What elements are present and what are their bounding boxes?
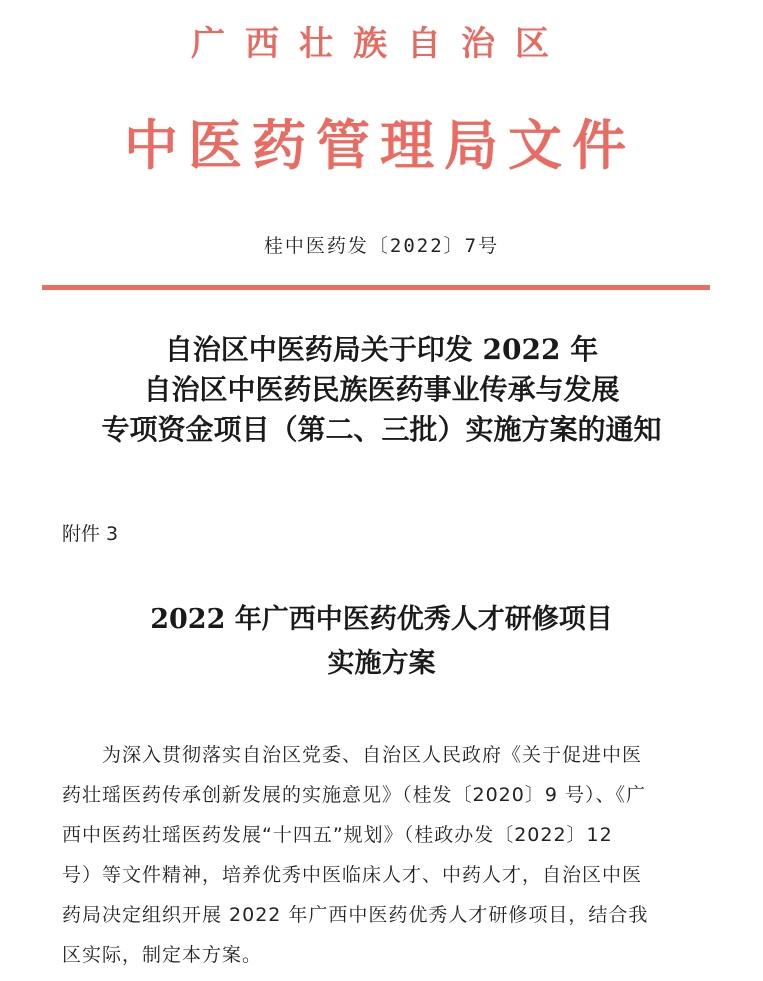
body-line: 为深入贯彻落实自治区党委、自治区人民政府《关于促进中医 bbox=[102, 744, 643, 766]
body-line: 药壮瑶医药传承创新发展的实施意见》（桂发〔2020〕9 号）、《广 bbox=[62, 784, 646, 806]
red-separator-line bbox=[42, 285, 710, 290]
plan-title-line: 2022 年广西中医药优秀人才研修项目 bbox=[150, 604, 613, 635]
body-line: 号）等文件精神，培养优秀中医临床人才、中药人才，自治区中医 bbox=[62, 864, 643, 886]
notice-title-line: 自治区中医药民族医药事业传承与发展 bbox=[143, 373, 620, 406]
plan-title bbox=[0, 598, 763, 686]
document-number: 桂中医药发〔2022〕7号 bbox=[263, 235, 500, 257]
attachment-label: 附件 3 bbox=[62, 523, 119, 545]
body-line: 区实际，制定本方案。 bbox=[62, 944, 263, 966]
notice-title bbox=[40, 330, 723, 450]
plan-title-line: 实施方案 bbox=[327, 648, 436, 679]
notice-title-line: 专项资金项目（第二、三批）实施方案的通知 bbox=[101, 413, 662, 446]
notice-title-line: 自治区中医药局关于印发 2022 年 bbox=[164, 333, 599, 366]
body-line: 西中医药壮瑶医药发展“十四五”规划》（桂政办发〔2022〕12 bbox=[62, 824, 613, 846]
body-paragraph bbox=[62, 735, 712, 975]
body-line: 药局决定组织开展 2022 年广西中医药优秀人才研修项目，结合我 bbox=[62, 904, 649, 926]
issuer-region: 广西壮族自治区 bbox=[191, 24, 569, 64]
issuer-bureau-heading: 中医药管理局文件 bbox=[124, 113, 636, 177]
